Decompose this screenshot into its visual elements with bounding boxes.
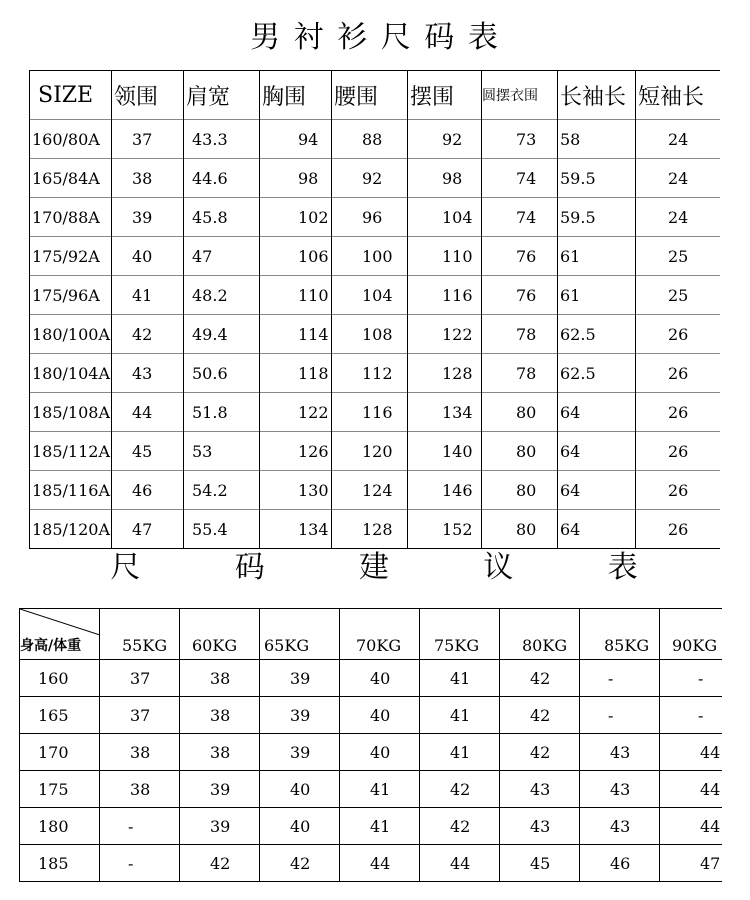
weight-header-cell: 60KG	[180, 609, 260, 660]
size-chart-value-cell: 59.5	[558, 159, 636, 198]
size-chart-value-cell: 54.2	[184, 471, 260, 510]
size-chart-value-cell: 53	[184, 432, 260, 471]
size-chart-row	[30, 237, 720, 276]
size-chart-value-cell: 44	[112, 393, 184, 432]
size-chart-value-cell: 88	[332, 120, 408, 159]
recommended-size-cell: 46	[580, 845, 660, 882]
recommended-size-cell: 42	[500, 697, 580, 734]
height-cell: 185	[20, 845, 100, 882]
diagonal-divider	[20, 609, 100, 655]
size-chart-value-cell: 26	[636, 510, 720, 549]
size-chart-row	[30, 198, 720, 237]
recommended-size-cell: 40	[340, 697, 420, 734]
recommended-size-cell: 39	[180, 808, 260, 845]
size-chart-row	[30, 393, 720, 432]
size-chart-size-cell: 180/100A	[30, 315, 112, 354]
size-chart-header-row	[30, 71, 720, 120]
size-chart-value-cell: 80	[482, 393, 558, 432]
size-chart-size-cell: 170/88A	[30, 198, 112, 237]
size-chart-value-cell: 25	[636, 237, 720, 276]
weight-header-cell: 75KG	[420, 609, 500, 660]
size-chart-row	[30, 432, 720, 471]
recommended-size-cell: 39	[260, 660, 340, 697]
size-chart-value-cell: 49.4	[184, 315, 260, 354]
recommended-size-cell: 43	[500, 808, 580, 845]
size-chart-value-cell: 26	[636, 432, 720, 471]
size-chart-value-cell: 26	[636, 471, 720, 510]
size-chart-value-cell: 122	[408, 315, 482, 354]
recommendation-row	[20, 697, 722, 734]
size-chart-value-cell: 92	[408, 120, 482, 159]
size-chart-size-cell: 185/116A	[30, 471, 112, 510]
recommended-size-cell: -	[580, 697, 660, 734]
size-chart-value-cell: 58	[558, 120, 636, 159]
recommended-size-cell: -	[660, 697, 722, 734]
size-chart-header-cell: 领围	[112, 71, 184, 120]
recommendation-row	[20, 660, 722, 697]
size-chart-size-cell: 185/120A	[30, 510, 112, 549]
size-chart-header-cell: SIZE	[30, 71, 112, 120]
size-chart-value-cell: 110	[408, 237, 482, 276]
recommended-size-cell: 38	[180, 734, 260, 771]
size-chart-value-cell: 94	[260, 120, 332, 159]
size-chart-value-cell: 55.4	[184, 510, 260, 549]
recommendation-row	[20, 808, 722, 845]
recommended-size-cell: 45	[500, 845, 580, 882]
size-chart-value-cell: 78	[482, 315, 558, 354]
size-chart-value-cell: 76	[482, 276, 558, 315]
recommendation-chart-title: 尺 码 建 议 表	[110, 550, 640, 585]
recommended-size-cell: 42	[420, 771, 500, 808]
size-chart-value-cell: 26	[636, 315, 720, 354]
size-chart-value-cell: 152	[408, 510, 482, 549]
size-chart-value-cell: 108	[332, 315, 408, 354]
height-cell: 160	[20, 660, 100, 697]
recommended-size-cell: 47	[660, 845, 722, 882]
size-chart-size-cell: 160/80A	[30, 120, 112, 159]
size-chart-value-cell: 59.5	[558, 198, 636, 237]
recommended-size-cell: 37	[100, 697, 180, 734]
height-cell: 165	[20, 697, 100, 734]
size-chart-value-cell: 45.8	[184, 198, 260, 237]
size-chart-value-cell: 42	[112, 315, 184, 354]
size-chart-value-cell: 45	[112, 432, 184, 471]
recommended-size-cell: 39	[260, 734, 340, 771]
recommended-size-cell: 40	[340, 660, 420, 697]
size-chart-value-cell: 24	[636, 120, 720, 159]
size-chart-value-cell: 61	[558, 276, 636, 315]
recommended-size-cell: 42	[420, 808, 500, 845]
size-chart-row	[30, 510, 720, 549]
recommended-size-cell: 43	[500, 771, 580, 808]
height-cell: 170	[20, 734, 100, 771]
height-weight-corner-cell	[20, 609, 100, 660]
recommended-size-cell: 38	[100, 771, 180, 808]
size-chart-value-cell: 24	[636, 159, 720, 198]
size-chart-value-cell: 44.6	[184, 159, 260, 198]
size-chart-value-cell: 80	[482, 510, 558, 549]
size-chart-row	[30, 120, 720, 159]
recommendation-header-row	[20, 609, 722, 660]
recommended-size-cell: 40	[340, 734, 420, 771]
size-chart-value-cell: 96	[332, 198, 408, 237]
size-chart-value-cell: 118	[260, 354, 332, 393]
weight-header-cell: 85KG	[580, 609, 660, 660]
size-chart-value-cell: 64	[558, 393, 636, 432]
recommended-size-cell: 44	[340, 845, 420, 882]
size-chart-value-cell: 98	[408, 159, 482, 198]
size-chart-value-cell: 80	[482, 432, 558, 471]
recommended-size-cell: 44	[660, 771, 722, 808]
recommended-size-cell: 39	[260, 697, 340, 734]
size-chart-value-cell: 104	[332, 276, 408, 315]
recommended-size-cell: 43	[580, 771, 660, 808]
size-chart-value-cell: 78	[482, 354, 558, 393]
recommended-size-cell: 40	[260, 808, 340, 845]
size-chart-value-cell: 62.5	[558, 315, 636, 354]
weight-header-cell: 70KG	[340, 609, 420, 660]
recommendation-row	[20, 845, 722, 882]
size-chart-value-cell: 40	[112, 237, 184, 276]
recommended-size-cell: 41	[420, 660, 500, 697]
size-chart-row	[30, 471, 720, 510]
recommended-size-cell: 40	[260, 771, 340, 808]
size-chart-value-cell: 122	[260, 393, 332, 432]
recommendation-chart-table	[19, 608, 722, 882]
size-chart-value-cell: 62.5	[558, 354, 636, 393]
recommendation-row	[20, 734, 722, 771]
size-chart-value-cell: 114	[260, 315, 332, 354]
height-cell: 175	[20, 771, 100, 808]
size-chart-value-cell: 64	[558, 432, 636, 471]
recommended-size-cell: -	[100, 845, 180, 882]
size-chart-value-cell: 38	[112, 159, 184, 198]
size-chart-table	[29, 70, 720, 549]
recommended-size-cell: 41	[420, 734, 500, 771]
weight-header-cell: 55KG	[100, 609, 180, 660]
size-chart-value-cell: 61	[558, 237, 636, 276]
height-weight-label: 身高/体重	[20, 638, 82, 654]
size-chart-value-cell: 140	[408, 432, 482, 471]
size-chart-size-cell: 175/96A	[30, 276, 112, 315]
size-chart-value-cell: 128	[408, 354, 482, 393]
size-chart-row	[30, 159, 720, 198]
weight-header-cell: 80KG	[500, 609, 580, 660]
recommended-size-cell: 41	[340, 771, 420, 808]
size-chart-value-cell: 26	[636, 354, 720, 393]
size-chart-value-cell: 110	[260, 276, 332, 315]
recommended-size-cell: 41	[420, 697, 500, 734]
recommended-size-cell: 38	[180, 660, 260, 697]
size-chart-value-cell: 92	[332, 159, 408, 198]
size-chart-value-cell: 106	[260, 237, 332, 276]
size-chart-value-cell: 48.2	[184, 276, 260, 315]
size-chart-value-cell: 80	[482, 471, 558, 510]
recommended-size-cell: 39	[180, 771, 260, 808]
size-chart-header-cell: 腰围	[332, 71, 408, 120]
size-chart-value-cell: 24	[636, 198, 720, 237]
size-chart-value-cell: 47	[112, 510, 184, 549]
size-chart-value-cell: 50.6	[184, 354, 260, 393]
recommended-size-cell: 44	[420, 845, 500, 882]
size-chart-value-cell: 134	[260, 510, 332, 549]
size-chart-value-cell: 130	[260, 471, 332, 510]
recommended-size-cell: 42	[500, 734, 580, 771]
size-chart-header-cell: 胸围	[260, 71, 332, 120]
recommended-size-cell: 41	[340, 808, 420, 845]
height-cell: 180	[20, 808, 100, 845]
size-chart-size-cell: 185/112A	[30, 432, 112, 471]
size-chart-value-cell: 47	[184, 237, 260, 276]
size-chart-value-cell: 39	[112, 198, 184, 237]
size-chart-value-cell: 134	[408, 393, 482, 432]
recommended-size-cell: -	[100, 808, 180, 845]
size-chart-header-cell: 肩宽	[184, 71, 260, 120]
size-chart-value-cell: 102	[260, 198, 332, 237]
size-chart-row	[30, 276, 720, 315]
size-chart-header-cell: 短袖长	[636, 71, 720, 120]
size-chart-value-cell: 120	[332, 432, 408, 471]
size-chart-value-cell: 43.3	[184, 120, 260, 159]
size-chart-size-cell: 180/104A	[30, 354, 112, 393]
size-chart-value-cell: 112	[332, 354, 408, 393]
size-chart-value-cell: 100	[332, 237, 408, 276]
size-chart-size-cell: 175/92A	[30, 237, 112, 276]
size-chart-title: 男 衬 衫 尺 码 表	[250, 20, 500, 55]
recommended-size-cell: 38	[180, 697, 260, 734]
size-chart-header-cell: 圆摆衣围	[482, 71, 558, 120]
size-chart-value-cell: 25	[636, 276, 720, 315]
size-chart-header-cell: 长袖长	[558, 71, 636, 120]
recommended-size-cell: 43	[580, 734, 660, 771]
size-chart-size-cell: 165/84A	[30, 159, 112, 198]
size-chart-value-cell: 74	[482, 198, 558, 237]
size-chart-value-cell: 64	[558, 471, 636, 510]
size-chart-value-cell: 46	[112, 471, 184, 510]
recommended-size-cell: 44	[660, 808, 722, 845]
size-chart-value-cell: 73	[482, 120, 558, 159]
size-chart-value-cell: 26	[636, 393, 720, 432]
recommended-size-cell: -	[660, 660, 722, 697]
size-chart-value-cell: 74	[482, 159, 558, 198]
size-chart-value-cell: 126	[260, 432, 332, 471]
size-chart-size-cell: 185/108A	[30, 393, 112, 432]
recommended-size-cell: 42	[180, 845, 260, 882]
size-chart-value-cell: 37	[112, 120, 184, 159]
recommended-size-cell: 37	[100, 660, 180, 697]
size-chart-header-cell: 摆围	[408, 71, 482, 120]
recommended-size-cell: 43	[580, 808, 660, 845]
size-chart-value-cell: 116	[332, 393, 408, 432]
size-chart-value-cell: 64	[558, 510, 636, 549]
recommended-size-cell: 38	[100, 734, 180, 771]
recommended-size-cell: 42	[260, 845, 340, 882]
recommended-size-cell: -	[580, 660, 660, 697]
size-chart-value-cell: 116	[408, 276, 482, 315]
weight-header-cell: 90KG	[660, 609, 722, 660]
size-chart-row	[30, 315, 720, 354]
weight-header-cell: 65KG	[260, 609, 340, 660]
size-chart-value-cell: 76	[482, 237, 558, 276]
recommended-size-cell: 42	[500, 660, 580, 697]
size-chart-value-cell: 41	[112, 276, 184, 315]
size-chart-value-cell: 51.8	[184, 393, 260, 432]
recommendation-row	[20, 771, 722, 808]
size-chart-row	[30, 354, 720, 393]
size-chart-value-cell: 98	[260, 159, 332, 198]
size-chart-value-cell: 128	[332, 510, 408, 549]
size-chart-value-cell: 104	[408, 198, 482, 237]
size-chart-value-cell: 43	[112, 354, 184, 393]
recommended-size-cell: 44	[660, 734, 722, 771]
size-chart-value-cell: 146	[408, 471, 482, 510]
size-chart-value-cell: 124	[332, 471, 408, 510]
